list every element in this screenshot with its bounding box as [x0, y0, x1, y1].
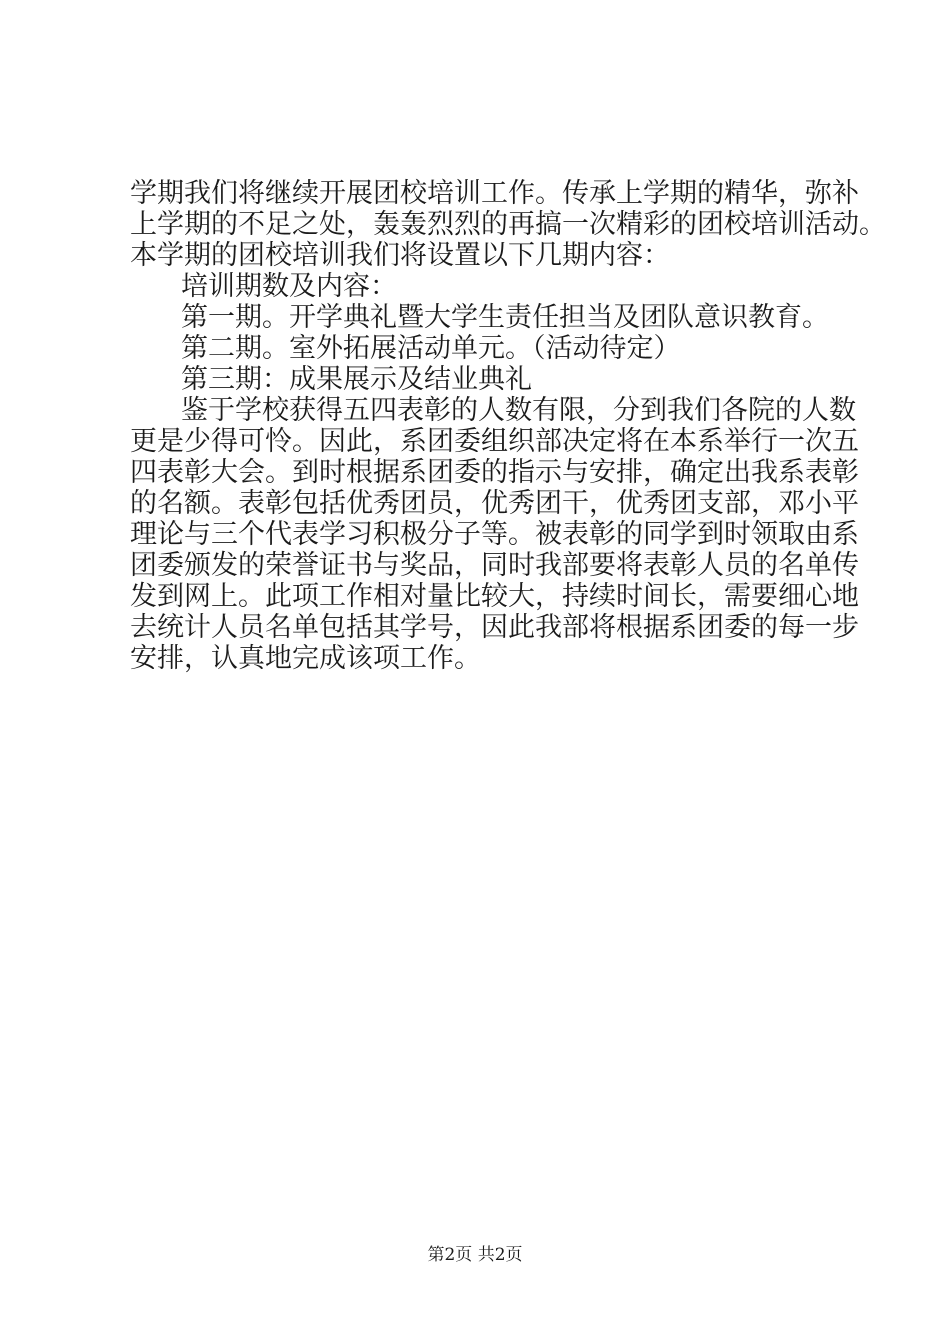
text-line: 发到网上。此项工作相对量比较大，持续时间长，需要细心地: [130, 581, 859, 612]
text-line: 鉴于学校获得五四表彰的人数有限，分到我们各院的人数: [181, 395, 856, 426]
text-line: 去统计人员名单包括其学号，因此我部将根据系团委的每一步: [130, 612, 859, 643]
text-line: 团委颁发的荣誉证书与奖品，同时我部要将表彰人员的名单传: [130, 550, 859, 581]
text-line: 的名额。表彰包括优秀团员，优秀团干，优秀团支部，邓小平: [130, 488, 859, 519]
text-line: 安排，认真地完成该项工作。: [130, 643, 481, 674]
text-line: 第三期：成果展示及结业典礼: [181, 364, 532, 395]
text-line: 培训期数及内容：: [181, 271, 397, 302]
text-line: 理论与三个代表学习积极分子等。被表彰的同学到时领取由系: [130, 519, 859, 550]
text-line: 更是少得可怜。因此，系团委组织部决定将在本系举行一次五: [130, 426, 859, 457]
text-line: 上学期的不足之处，轰轰烈烈的再搞一次精彩的团校培训活动。: [130, 209, 886, 240]
page-number-footer: 第2页 共2页: [427, 1245, 523, 1265]
text-line: 本学期的团校培训我们将设置以下几期内容：: [130, 240, 670, 271]
text-line: 学期我们将继续开展团校培训工作。传承上学期的精华，弥补: [130, 178, 859, 209]
text-line: 四表彰大会。到时根据系团委的指示与安排，确定出我系表彰: [130, 457, 859, 488]
text-line: 第一期。开学典礼暨大学生责任担当及团队意识教育。: [181, 302, 829, 333]
text-line: 第二期。室外拓展活动单元。（活动待定）: [181, 333, 681, 364]
